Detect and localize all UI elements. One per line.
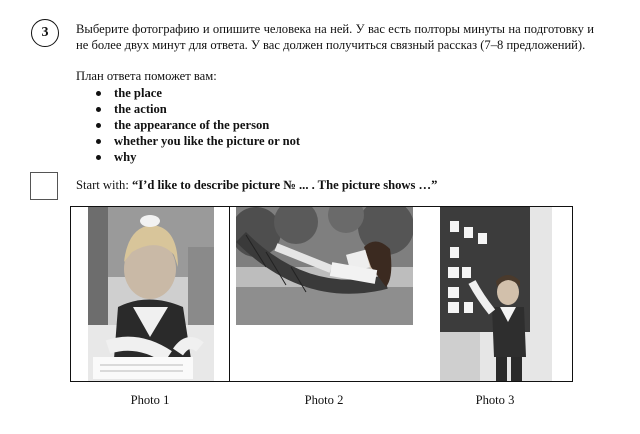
plan-list: [96, 85, 300, 165]
start-prefix: Start with:: [76, 178, 129, 192]
start-with-line: [76, 178, 437, 193]
plan-item: why: [96, 149, 300, 165]
photos-frame: [70, 206, 573, 382]
photo-3-boy-blackboard[interactable]: [440, 207, 552, 381]
girl-writing-photo-icon: [88, 207, 214, 381]
answer-checkbox[interactable]: [30, 172, 58, 200]
photo-1-girl-writing[interactable]: [88, 207, 214, 381]
plan-item: the action: [96, 101, 300, 117]
photo-3-caption: Photo 3: [475, 393, 515, 407]
photo-1-caption: Photo 1: [130, 393, 170, 407]
photo-2-woman-hammock[interactable]: [236, 207, 413, 325]
plan-heading: План ответа поможет вам:: [76, 69, 217, 83]
photo-2-caption: Photo 2: [304, 393, 344, 407]
woman-in-hammock-photo-icon: [236, 207, 413, 325]
plan-item: the place: [96, 85, 300, 101]
plan-item: whether you like the picture or not: [96, 133, 300, 149]
task-number: 3: [41, 25, 49, 40]
task-instruction: Выберите фотографию и опишите человека на ней. У вас есть полторы минуты на подготовку и не более двух минут для ответа. У вас должен получиться связный рассказ (7–8 предложений).: [76, 22, 594, 52]
photo-divider: [229, 207, 230, 381]
plan-item: the appearance of the person: [96, 117, 300, 133]
start-phrase: “I’d like to describe picture № ... . The picture shows …”: [131, 178, 438, 192]
task-number-badge: [31, 19, 59, 47]
boy-at-blackboard-photo-icon: [440, 207, 552, 381]
